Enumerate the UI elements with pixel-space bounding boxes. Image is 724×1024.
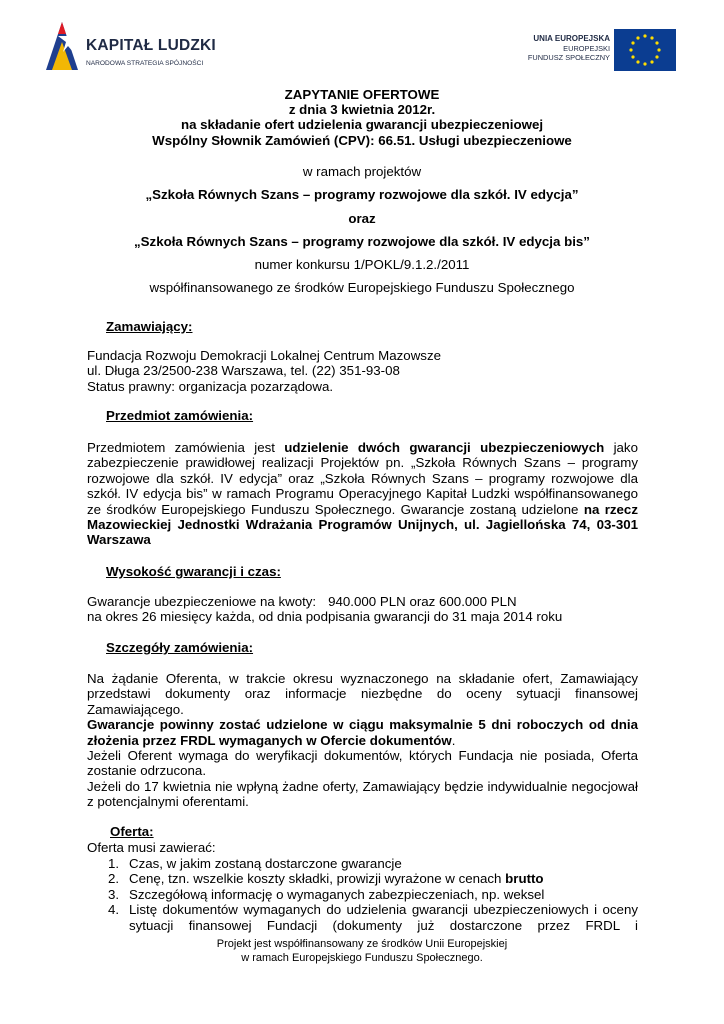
szczegoly-row-6: Jeżeli Oferent wymaga do weryfikacji dokumentów, których Fundacja nie posiada, Oferta: [87, 747, 638, 763]
szczegoly-row-8: Jeżeli do 17 kwietnia nie wpłyną żadne oferty, Zamawiający będzie indywidualnie negocjował: [87, 778, 638, 794]
oferta-intro: Oferta musi zawierać:: [87, 840, 216, 855]
szczegoly-row-4: Gwarancje powinny zostać udzielone w ciągu maksymalnie 5 dni roboczych od dnia: [87, 717, 638, 733]
guarantee-amounts-value: 940.000 PLN oraz 600.000 PLN: [328, 594, 517, 609]
doc-cpv: Wspólny Słownik Zamówień (CPV): 66.51. Usługi ubezpieczeniowe: [152, 133, 572, 148]
eu-text-block: [510, 34, 610, 63]
eu-flag-icon: [614, 29, 676, 71]
guarantee-amounts-label: Gwarancje ubezpieczeniowe na kwoty:: [87, 594, 317, 609]
przedmiot-text-5: ze środków Europejskiego Funduszu Społecznego. Gwarancje zostaną udzielone: [87, 501, 584, 517]
section-przedmiot-heading: Przedmiot zamówienia:: [106, 408, 254, 423]
doc-date: z dnia 3 kwietnia 2012r.: [288, 102, 436, 117]
list-item-number: 2.: [108, 871, 120, 887]
szczegoly-row-9: z potencjalnymi oferentami.: [87, 794, 249, 810]
szczegoly-bold-5: złożenia przez FRDL wymaganych w Ofercie dokumentów: [87, 732, 452, 748]
list-item-number: 1.: [108, 856, 120, 871]
guarantee-period: na okres 26 miesięcy każda, od dnia podpisania gwarancji do 31 maja 2014 roku: [87, 609, 563, 624]
oferta-list: [108, 856, 638, 933]
eu-title: UNIA EUROPEJSKA: [533, 34, 610, 43]
szczegoly-row-3: Zamawiającego.: [87, 701, 184, 717]
doc-title: ZAPYTANIE OFERTOWE: [284, 87, 440, 102]
eu-line-2: EUROPEJSKI: [563, 43, 610, 53]
list-item-text: [129, 871, 638, 886]
list-item-number: 3.: [108, 886, 120, 902]
przedmiot-text-end: jako: [604, 440, 638, 455]
footer-line-1: Projekt jest współfinansowany ze środków Unii Europejskiej: [216, 938, 508, 950]
projects-and: oraz: [348, 211, 376, 226]
przedmiot-paragraph: [87, 440, 638, 548]
list-item: [108, 902, 638, 933]
kapital-ludzki-title: KAPITAŁ LUDZKI: [86, 37, 216, 54]
list-item-text: Czas, w jakim zostaną dostarczone gwarancje: [129, 856, 402, 871]
financing-note: współfinansowanego ze środków Europejskiego Funduszu Społecznego: [149, 280, 575, 295]
przedmiot-bold: udzielenie dwóch gwarancji ubezpieczeniowych: [284, 440, 605, 455]
list-item-text: Listę dokumentów wymaganych do udzielenia gwarancji ubezpieczeniowych i oceny: [129, 902, 638, 918]
przedmiot-bold-5: na rzecz: [583, 501, 638, 517]
szczegoly-row-1: Na żądanie Oferenta, w trakcie okresu wyznaczonego na składanie ofert, Zamawiający: [87, 671, 638, 686]
list-item-bold: brutto: [505, 871, 544, 887]
list-item-number: 4.: [108, 902, 120, 918]
szczegoly-row-2: przedstawi dokumenty oraz informacje niezbędne do oceny sytuacji finansowej: [87, 686, 638, 702]
orderer-status: Status prawny: organizacja pozarządowa.: [87, 379, 334, 394]
contest-number: numer konkursu 1/POKL/9.1.2./2011: [254, 257, 470, 272]
section-zamawiajacy-heading: Zamawiający:: [106, 319, 193, 334]
orderer-name: Fundacja Rozwoju Demokracji Lokalnej Centrum Mazowsze: [87, 348, 441, 363]
section-wysokosc-heading: Wysokość gwarancji i czas:: [106, 564, 281, 579]
section-oferta-heading: Oferta:: [110, 824, 154, 839]
page-footer: [0, 937, 724, 965]
guarantee-amounts: [87, 594, 517, 609]
footer-line-2: w ramach Europejskiego Funduszu Społecznego.: [241, 952, 483, 964]
przedmiot-row-5: [87, 502, 638, 517]
przedmiot-row-3: rozwojowe dla szkół. IV edycja” oraz „Szkoła Równych Szans – programy rozwojowe dla: [87, 470, 638, 486]
list-item: [108, 887, 638, 902]
przedmiot-row-6: Mazowieckiej Jednostki Wdrażania Programów Unijnych, ul. Jagiellońska 74, 03-301: [87, 516, 638, 532]
list-item-text: Szczegółową informację o wymaganych zabezpieczeniach, np. weksel: [129, 886, 545, 902]
szczegoly-row-5: [87, 733, 638, 748]
szczegoly-row-7: zostanie odrzucona.: [87, 763, 207, 779]
list-item-text-main: Cenę, tzn. wszelkie koszty składki, prowizji wyrażone w cenach: [129, 871, 506, 887]
list-item-text-2: sytuacji finansowej Fundacji (dokumenty już dostarczone przez FRDL i: [129, 917, 638, 933]
projects-intro: w ramach projektów: [302, 164, 422, 179]
list-item: [108, 871, 638, 886]
eu-line-3: FUNDUSZ SPOŁECZNY: [527, 53, 610, 62]
orderer-address: ul. Długa 23/2500-238 Warszawa, tel. (22) 351-93-08: [87, 363, 400, 378]
przedmiot-row-2: zabezpieczenie prawidłowej realizacji Projektów pn. „Szkoła Równych Szans – programy: [87, 455, 638, 471]
project-1: „Szkoła Równych Szans – programy rozwojowe dla szkół. IV edycja”: [145, 187, 579, 202]
szczegoly-paragraph: [87, 671, 638, 810]
kapital-ludzki-emblem-icon: [42, 20, 82, 72]
project-2: „Szkoła Równych Szans – programy rozwojowe dla szkół. IV edycja bis”: [134, 234, 590, 249]
list-item: [108, 856, 638, 871]
doc-subject: na składanie ofert udzielenia gwarancji ubezpieczeniowej: [180, 117, 544, 132]
section-szczegoly-heading: Szczegóły zamówienia:: [106, 640, 254, 655]
przedmiot-row-4: szkół. IV edycja bis” w ramach Programu Operacyjnego Kapitał Ludzki współfinansowanego: [87, 486, 638, 502]
szczegoly-dot: .: [451, 732, 456, 748]
kapital-ludzki-subtitle: NARODOWA STRATEGIA SPÓJNOŚCI: [86, 60, 204, 67]
przedmiot-text: Przedmiotem zamówienia jest: [87, 440, 285, 455]
przedmiot-row-1: [87, 440, 638, 455]
przedmiot-row-7: Warszawa: [87, 532, 151, 548]
